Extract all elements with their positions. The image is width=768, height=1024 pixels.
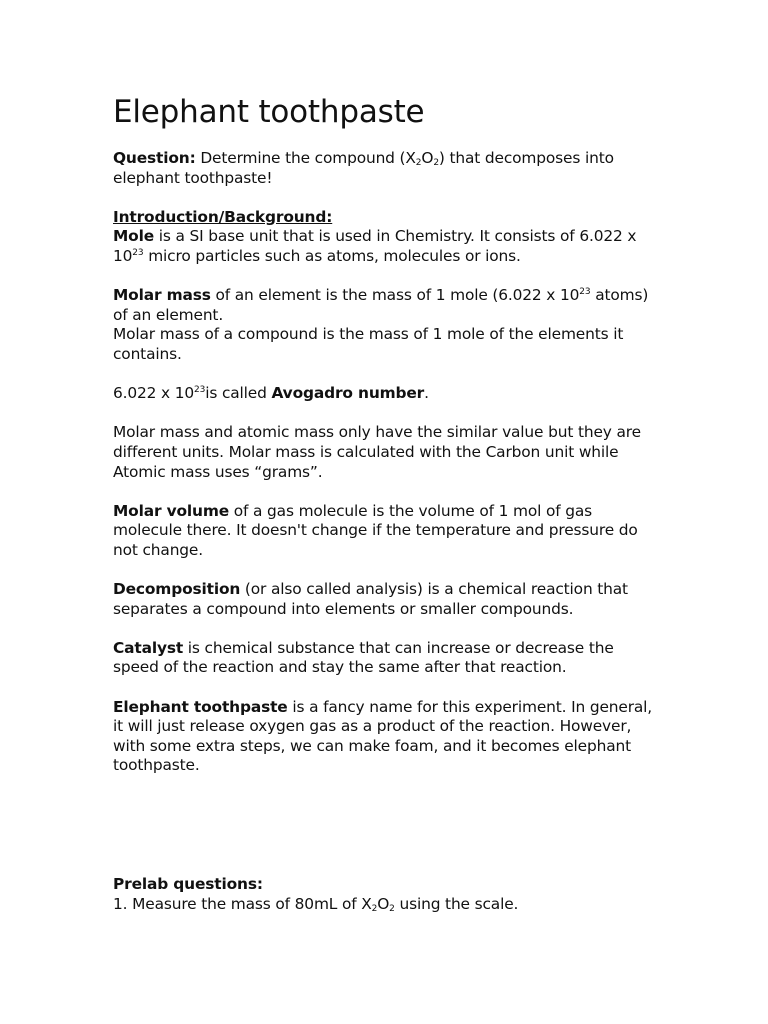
- avogadro-text: is called: [205, 384, 272, 403]
- mole-definition: [113, 227, 658, 266]
- molar-volume-text: of a gas molecule is the volume of 1 mol of gas molecule there. It doesn't change if the temperature and pressure do not change.: [113, 501, 638, 559]
- page-title: Elephant toothpaste: [113, 94, 425, 130]
- avogadro-period: .: [424, 384, 429, 403]
- avogadro-paragraph: [113, 384, 658, 404]
- molar-mass-definition: [113, 286, 658, 325]
- avogadro-term: Avogadro number: [271, 384, 425, 403]
- question-text-mid: O: [421, 149, 434, 167]
- molar-volume-paragraph: [113, 502, 658, 561]
- question-text-before: Determine the compound (X: [195, 149, 416, 167]
- document-body: [113, 149, 658, 796]
- elephant-toothpaste-term: Elephant toothpaste: [113, 697, 288, 716]
- prelab-q1-text-before: 1. Measure the mass of 80mL of X: [113, 894, 372, 913]
- decomposition-term: Decomposition: [113, 580, 241, 599]
- prelab-section: [113, 875, 658, 914]
- elephant-toothpaste-paragraph: [113, 698, 658, 776]
- question-subscript-1: 2: [415, 158, 422, 168]
- intro-section: [113, 208, 658, 267]
- molar-volume-term: Molar volume: [113, 501, 230, 520]
- avogadro-number: 6.022 x 10: [113, 384, 195, 403]
- catalyst-text: is chemical substance that can increase or decrease the speed of the reaction and stay the same after that reaction.: [113, 638, 614, 677]
- decomposition-paragraph: [113, 580, 658, 619]
- molar-mass-superscript: 23: [579, 287, 591, 298]
- prelab-q1-subscript-2: 2: [389, 903, 395, 914]
- mole-text-after: micro particles such as atoms, molecules or ions.: [143, 246, 521, 265]
- molar-vs-atomic-paragraph: Molar mass and atomic mass only have the similar value but they are different units. Molar mass is calculated with the Carbon unit while Atomic mass uses “grams”.: [113, 423, 641, 481]
- mole-term: Mole: [113, 227, 155, 246]
- avogadro-superscript: 23: [194, 385, 206, 396]
- question-paragraph: [113, 149, 658, 188]
- prelab-heading-text: Prelab questions:: [113, 875, 263, 893]
- catalyst-paragraph: [113, 639, 658, 678]
- question-text-after: ) that decomposes into elephant toothpaste!: [113, 149, 614, 187]
- molar-mass-text-after: atoms) of an element.: [113, 286, 649, 324]
- prelab-q1-subscript-1: 2: [371, 903, 378, 914]
- molar-mass-term: Molar mass: [113, 286, 211, 305]
- prelab-question-1: [113, 895, 658, 915]
- intro-heading: Introduction/Background:: [113, 207, 333, 226]
- elephant-toothpaste-text: is a fancy name for this experiment. In general, it will just release oxygen gas as a product of the reaction. However, with some extra steps, we can make foam, and it becomes elephant toothpaste.: [113, 697, 653, 775]
- catalyst-term: Catalyst: [113, 638, 184, 657]
- mole-superscript: 23: [132, 247, 144, 258]
- decomposition-text: (or also called analysis) is a chemical reaction that separates a compound into elements or smaller compounds.: [113, 580, 628, 618]
- prelab-q1-text-after: using the scale.: [394, 894, 519, 913]
- question-label: Question:: [113, 149, 196, 167]
- question-subscript-2: 2: [433, 158, 439, 168]
- molar-mass-compound: Molar mass of a compound is the mass of 1 mole of the elements it contains.: [113, 325, 624, 363]
- mole-text-before: is a SI base unit that is used in Chemistry. It consists of 6.022 x 10: [113, 227, 637, 265]
- prelab-q1-text-mid: O: [377, 894, 390, 913]
- molar-mass-paragraph: [113, 286, 658, 364]
- molar-mass-text-before: of an element is the mass of 1 mole (6.022 x 10: [210, 286, 580, 305]
- prelab-heading: [113, 875, 658, 895]
